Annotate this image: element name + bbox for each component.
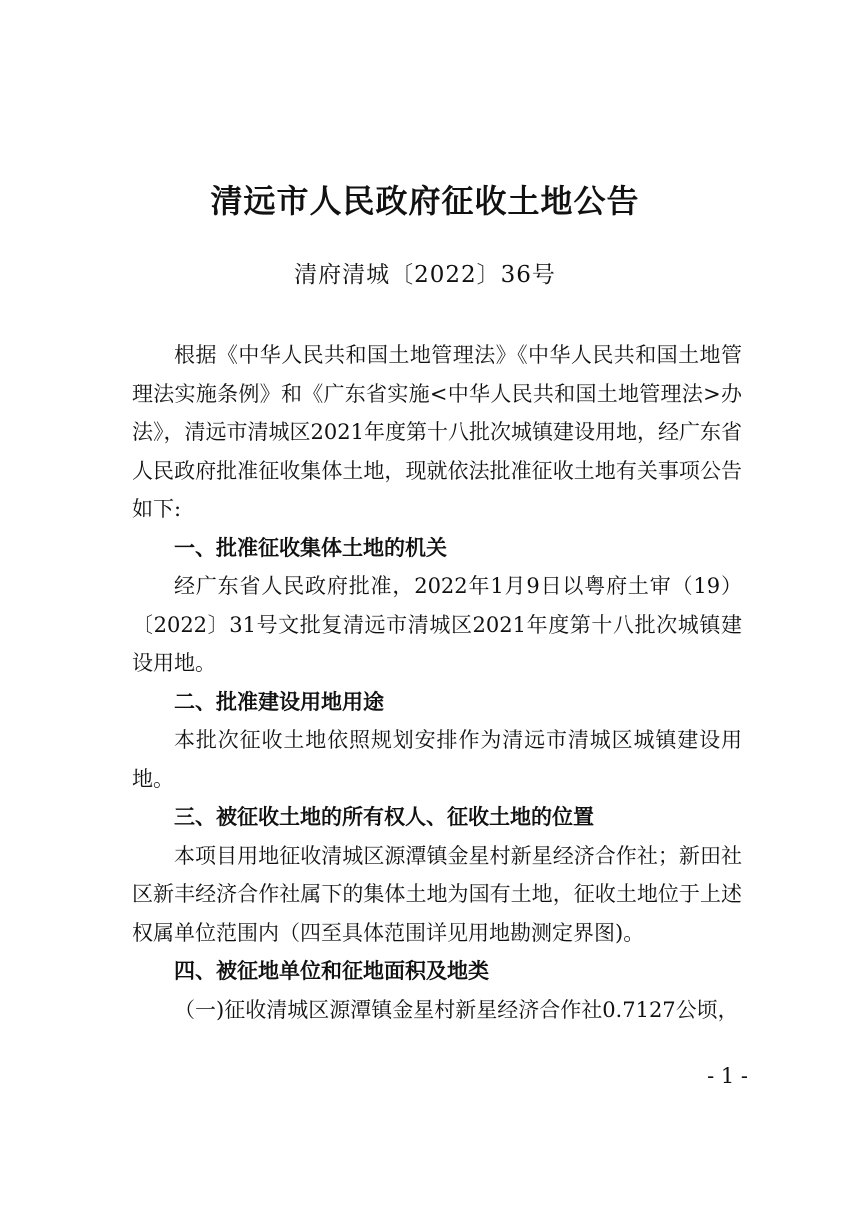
page-number: - 1 - xyxy=(707,1064,748,1088)
section-text-1: 经广东省人民政府批准，2022年1月9日以粤府土审（19）〔2022〕31号文批复清远市清城区2021年度第十八批次城镇建设用地。 xyxy=(132,574,742,675)
section-heading-4: 四、被征地单位和征地面积及地类 xyxy=(174,959,489,983)
document-number: 清府清城〔2022〕36号 xyxy=(294,262,556,288)
section-text-4: （一)征收清城区源潭镇金星村新星经济合作社0.7127公顷， xyxy=(174,997,739,1022)
intro-paragraph: 根据《中华人民共和国土地管理法》《中华人民共和国土地管理法实施条例》和《广东省实施<中华人民共和国土地管理法>办法》，清远市清城区2021年度第十八批次城镇建设用地，经广东省人民政府批准征收集体土地，现就依法批准征收土地有关事项公告如下: xyxy=(132,343,742,521)
section-heading-3: 三、被征收土地的所有权人、征收土地的位置 xyxy=(174,805,594,829)
page-title: 清远市人民政府征收土地公告 xyxy=(210,182,640,220)
section-text-3: 本项目用地征收清城区源潭镇金星村新星经济合作社；新田社区新丰经济合作社属下的集体土地为国有土地，征收土地位于上述权属单位范围内（四至具体范围详见用地勘测定界图)。 xyxy=(132,843,742,945)
document-body xyxy=(132,336,742,1029)
section-text-2: 本批次征收土地依照规划安排作为清远市清城区城镇建设用地。 xyxy=(132,728,742,791)
section-heading-1: 一、批准征收集体土地的机关 xyxy=(174,535,447,560)
section-heading-2: 二、批准建设用地用途 xyxy=(174,689,384,714)
